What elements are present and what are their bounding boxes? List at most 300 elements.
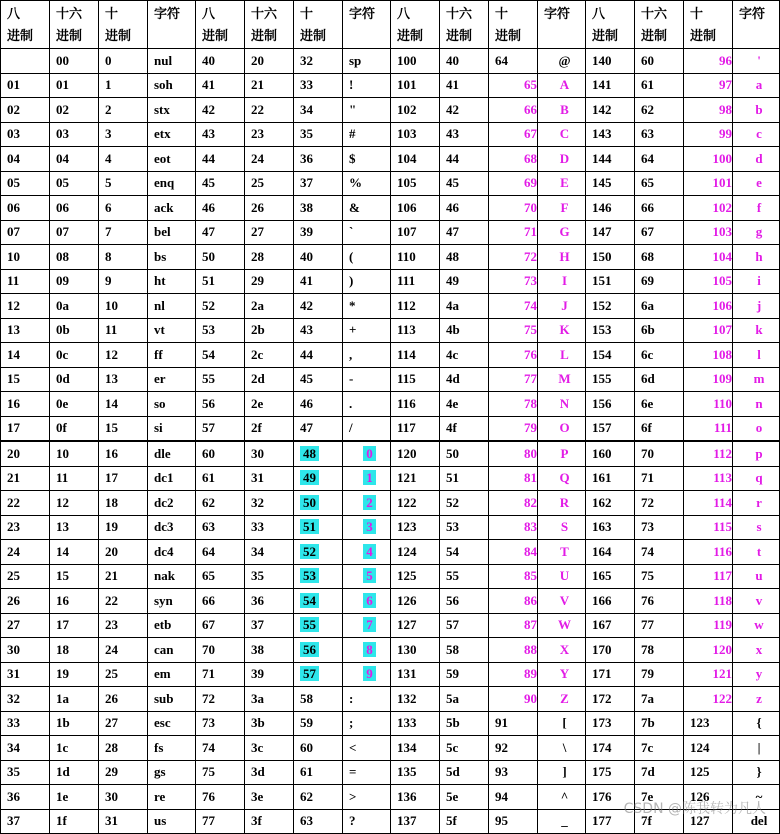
table-cell: U [538,564,586,589]
table-cell: 175 [586,760,635,785]
table-cell: 12 [50,491,99,516]
table-cell: @ [538,49,586,74]
table-cell: 161 [586,466,635,491]
table-cell: 8 [99,245,148,270]
table-cell: 84 [489,540,538,565]
table-cell: ^ [538,785,586,810]
table-cell [343,662,391,687]
table-cell: 7e [635,785,684,810]
table-cell: 81 [489,466,538,491]
column-header-line1: 字符 [544,7,571,22]
table-cell: 30 [99,785,148,810]
table-cell: n [733,392,780,417]
table-cell: 16 [99,441,148,466]
column-header-line2: 进制 [202,29,229,44]
table-cell: 6d [635,367,684,392]
table-cell: 78 [635,638,684,663]
table-cell: 101 [684,171,733,196]
table-cell: C [538,122,586,147]
table-cell: 20 [1,441,50,466]
table-cell: 145 [586,171,635,196]
table-cell: 21 [1,466,50,491]
column-header-line1: 字符 [739,7,766,22]
table-cell [343,540,391,565]
table-row [1,367,780,392]
table-cell: 0f [50,416,99,441]
table-cell: 40 [440,49,489,74]
table-cell: 91 [489,711,538,736]
table-cell: 3d [245,760,294,785]
table-cell: 44 [196,147,245,172]
table-row [1,638,780,663]
table-cell: 71 [196,662,245,687]
table-cell: 37 [1,809,50,834]
highlighted-digit: 57 [300,666,319,681]
column-header-line1: 十六 [641,7,668,22]
table-cell: w [733,613,780,638]
table-cell: 24 [245,147,294,172]
table-cell: ! [343,73,391,98]
table-cell: 85 [489,564,538,589]
table-cell: 42 [196,98,245,123]
table-cell: 2f [245,416,294,441]
table-cell: 104 [391,147,440,172]
table-cell: S [538,515,586,540]
table-cell: * [343,294,391,319]
table-cell: sub [148,687,196,712]
table-cell: 32 [294,49,343,74]
table-cell: 45 [294,367,343,392]
table-cell: 142 [586,98,635,123]
table-cell: P [538,441,586,466]
table-cell: 29 [99,760,148,785]
table-cell: 95 [489,809,538,834]
table-cell: 45 [196,171,245,196]
table-cell: 77 [196,809,245,834]
table-cell: 66 [635,196,684,221]
table-cell: 146 [586,196,635,221]
table-cell: 132 [391,687,440,712]
table-cell: 60 [294,736,343,761]
table-cell: 07 [50,220,99,245]
table-cell: 70 [635,441,684,466]
table-cell: 74 [635,540,684,565]
table-cell: 5d [440,760,489,785]
table-cell: 15 [99,416,148,441]
table-row [1,491,780,516]
table-cell: 06 [50,196,99,221]
table-cell: etb [148,613,196,638]
table-cell: 1a [50,687,99,712]
table-cell: 108 [684,343,733,368]
table-cell: 24 [99,638,148,663]
table-cell: 120 [684,638,733,663]
table-cell: Y [538,662,586,687]
table-cell: etx [148,122,196,147]
table-cell: 07 [1,220,50,245]
table-cell: ] [538,760,586,785]
table-cell: 140 [586,49,635,74]
table-cell: bel [148,220,196,245]
table-cell: 40 [294,245,343,270]
table-cell: 03 [1,122,50,147]
column-header-line2: 进制 [251,29,278,44]
table-cell: 19 [50,662,99,687]
table-cell: 101 [391,73,440,98]
table-cell: 4d [440,367,489,392]
table-cell: 10 [50,441,99,466]
table-cell: 111 [684,416,733,441]
table-cell: 31 [99,809,148,834]
table-cell: 22 [99,589,148,614]
table-cell: t [733,540,780,565]
table-cell: 10 [1,245,50,270]
table-cell [343,491,391,516]
table-cell: 123 [391,515,440,540]
table-cell: 3f [245,809,294,834]
table-cell: 41 [440,73,489,98]
highlighted-digit: 0 [363,446,376,461]
table-cell: 00 [50,49,99,74]
table-cell: V [538,589,586,614]
table-cell: 115 [391,367,440,392]
table-cell: 55 [440,564,489,589]
column-header-line2: 进制 [105,29,132,44]
table-cell: 103 [391,122,440,147]
highlighted-digit: 55 [300,617,319,632]
table-cell: X [538,638,586,663]
table-cell: 166 [586,589,635,614]
table-cell: 4c [440,343,489,368]
table-cell: q [733,466,780,491]
table-cell: 01 [1,73,50,98]
table-cell: ( [343,245,391,270]
table-cell: 76 [635,589,684,614]
table-cell: 96 [684,49,733,74]
table-cell: 32 [1,687,50,712]
table-cell: 121 [684,662,733,687]
table-cell: 121 [391,466,440,491]
column-header [50,1,99,49]
table-cell: 58 [294,687,343,712]
table-cell: 24 [1,540,50,565]
table-cell: B [538,98,586,123]
table-cell: 43 [196,122,245,147]
table-cell: 154 [586,343,635,368]
table-cell: dle [148,441,196,466]
table-cell: 21 [99,564,148,589]
table-row [1,196,780,221]
table-cell [294,515,343,540]
column-header [294,1,343,49]
table-cell: ~ [733,785,780,810]
table-row [1,540,780,565]
table-cell: 38 [245,638,294,663]
table-cell: 21 [245,73,294,98]
table-cell: 04 [1,147,50,172]
table-cell: 164 [586,540,635,565]
table-cell: 25 [99,662,148,687]
highlighted-digit: 49 [300,470,319,485]
column-header [148,1,196,49]
table-cell: 80 [489,441,538,466]
table-cell: 11 [50,466,99,491]
table-cell: 2e [245,392,294,417]
table-cell: 66 [489,98,538,123]
table-cell: T [538,540,586,565]
table-cell: 116 [684,540,733,565]
table-cell: 122 [391,491,440,516]
table-cell: l [733,343,780,368]
table-cell: 53 [196,318,245,343]
table-cell: 133 [391,711,440,736]
table-cell: x [733,638,780,663]
csdn-watermark: CSDN @陈我转为凡人 [623,801,766,817]
table-cell [294,441,343,466]
table-cell: 5e [440,785,489,810]
table-cell: 153 [586,318,635,343]
table-cell: 26 [1,589,50,614]
table-cell: 43 [294,318,343,343]
column-header-line1: 八 [7,7,21,22]
highlighted-digit: 54 [300,593,319,608]
table-cell: 126 [391,589,440,614]
table-cell: 65 [635,171,684,196]
table-cell: 7b [635,711,684,736]
table-cell: syn [148,589,196,614]
table-cell: } [733,760,780,785]
table-cell: 20 [245,49,294,74]
table-cell: 119 [684,613,733,638]
table-cell: 97 [684,73,733,98]
table-cell: 61 [635,73,684,98]
table-cell: 14 [1,343,50,368]
table-cell: D [538,147,586,172]
column-header [196,1,245,49]
table-cell [294,662,343,687]
table-cell: 116 [391,392,440,417]
column-header [733,1,780,49]
table-cell: < [343,736,391,761]
table-cell: 14 [99,392,148,417]
table-cell: 143 [586,122,635,147]
table-cell: 34 [1,736,50,761]
column-header-line1: 十 [105,7,119,22]
column-header-line1: 八 [202,7,216,22]
table-cell: 34 [294,98,343,123]
table-row [1,662,780,687]
table-cell: 22 [245,98,294,123]
highlighted-digit: 8 [363,642,376,657]
table-cell: 1f [50,809,99,834]
table-cell: # [343,122,391,147]
table-cell: 28 [245,245,294,270]
table-row [1,318,780,343]
table-cell: er [148,367,196,392]
table-cell: 79 [635,662,684,687]
table-row [1,294,780,319]
table-cell: H [538,245,586,270]
table-cell: 15 [1,367,50,392]
table-cell: 2b [245,318,294,343]
table-cell [343,441,391,466]
table-cell: 67 [489,122,538,147]
table-cell: 57 [440,613,489,638]
table-cell: G [538,220,586,245]
table-cell [294,466,343,491]
table-cell: 110 [391,245,440,270]
table-cell: > [343,785,391,810]
table-cell: 46 [294,392,343,417]
table-cell: 52 [196,294,245,319]
table-row [1,760,780,785]
table-row [1,564,780,589]
table-cell: 68 [489,147,538,172]
table-cell: 33 [245,515,294,540]
table-row [1,220,780,245]
table-cell: 124 [391,540,440,565]
table-cell: h [733,245,780,270]
table-row [1,269,780,294]
table-cell: 60 [635,49,684,74]
table-cell: 102 [684,196,733,221]
table-cell: 88 [489,638,538,663]
column-header-line1: 十六 [446,7,473,22]
table-cell: 7d [635,760,684,785]
table-cell: 66 [196,589,245,614]
table-cell: K [538,318,586,343]
table-cell [294,613,343,638]
column-header-line1: 十六 [56,7,83,22]
table-cell: 127 [391,613,440,638]
table-cell: 69 [489,171,538,196]
table-cell: 7c [635,736,684,761]
table-cell: 83 [489,515,538,540]
table-cell: 3 [99,122,148,147]
column-header-line2: 进制 [300,29,327,44]
table-row [1,122,780,147]
table-cell: 74 [196,736,245,761]
table-cell: 35 [1,760,50,785]
table-cell: 53 [440,515,489,540]
table-cell: 117 [391,416,440,441]
table-cell: 11 [1,269,50,294]
table-cell: 37 [245,613,294,638]
table-cell: 75 [196,760,245,785]
table-cell: I [538,269,586,294]
table-cell: ` [343,220,391,245]
highlighted-digit: 1 [363,470,376,485]
table-cell: i [733,269,780,294]
table-cell: 5c [440,736,489,761]
table-cell: 11 [99,318,148,343]
table-cell: 79 [489,416,538,441]
table-cell: 47 [440,220,489,245]
table-cell: 73 [489,269,538,294]
table-cell: f [733,196,780,221]
table-cell: 48 [440,245,489,270]
column-header-line1: 十 [495,7,509,22]
table-cell: 32 [245,491,294,516]
table-row [1,49,780,74]
table-cell: 105 [684,269,733,294]
table-cell: 50 [196,245,245,270]
table-cell: 157 [586,416,635,441]
table-cell: 55 [196,367,245,392]
table-cell: 65 [196,564,245,589]
table-cell: vt [148,318,196,343]
table-cell: 62 [294,785,343,810]
table-cell: 72 [635,491,684,516]
table-cell: 0e [50,392,99,417]
table-cell: 7 [99,220,148,245]
table-row [1,171,780,196]
table-cell: 100 [391,49,440,74]
table-cell: 64 [635,147,684,172]
table-cell: 6e [635,392,684,417]
table-cell: 86 [489,589,538,614]
table-cell: 170 [586,638,635,663]
table-cell: . [343,392,391,417]
table-cell: 13 [1,318,50,343]
table-cell: 54 [196,343,245,368]
table-cell: 109 [684,367,733,392]
table-cell: 107 [684,318,733,343]
table-cell: 70 [489,196,538,221]
table-cell: L [538,343,586,368]
table-cell: 99 [684,122,733,147]
table-cell: 72 [196,687,245,712]
column-header-line1: 字符 [154,7,181,22]
table-cell: 98 [684,98,733,123]
table-cell: 123 [684,711,733,736]
table-cell: 2 [99,98,148,123]
table-cell: g [733,220,780,245]
table-cell: 58 [440,638,489,663]
table-cell: dc4 [148,540,196,565]
table-cell: 41 [196,73,245,98]
table-cell: 43 [440,122,489,147]
table-cell: 104 [684,245,733,270]
table-cell: 2d [245,367,294,392]
table-cell: 89 [489,662,538,687]
table-cell: nul [148,49,196,74]
table-cell: 25 [1,564,50,589]
table-cell: 103 [684,220,733,245]
table-cell: ' [733,49,780,74]
table-row [1,736,780,761]
table-cell: 134 [391,736,440,761]
table-cell: 59 [440,662,489,687]
table-cell: 1 [99,73,148,98]
table-cell: 0c [50,343,99,368]
table-cell: + [343,318,391,343]
table-cell: 73 [196,711,245,736]
table-cell: | [733,736,780,761]
table-cell: 2c [245,343,294,368]
table-cell: 78 [489,392,538,417]
table-cell: us [148,809,196,834]
table-cell: 1b [50,711,99,736]
table-cell: 174 [586,736,635,761]
table-cell: ? [343,809,391,834]
table-cell [343,613,391,638]
table-cell: nl [148,294,196,319]
table-cell: dc2 [148,491,196,516]
table-cell: 36 [1,785,50,810]
table-cell: Z [538,687,586,712]
table-row [1,98,780,123]
